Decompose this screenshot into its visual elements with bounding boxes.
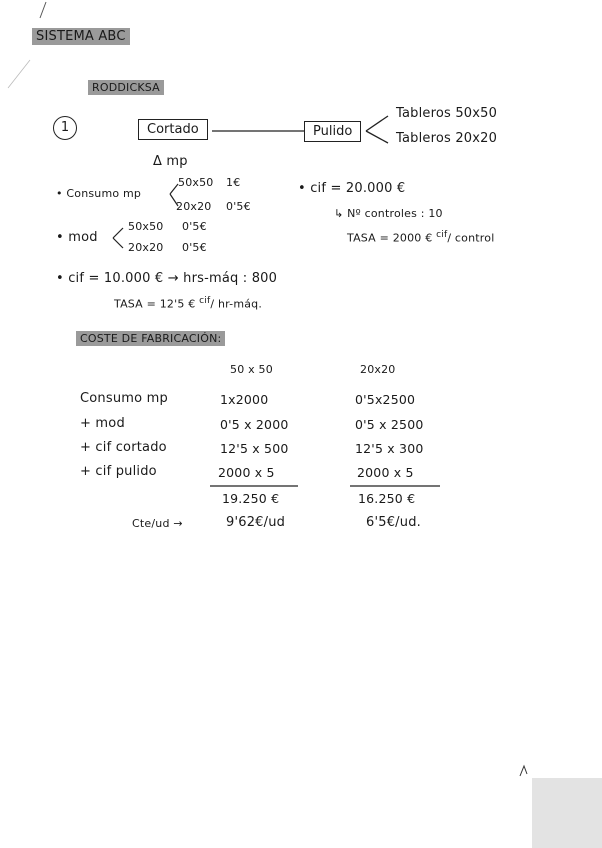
mod-50-value: 0'5€ [182, 220, 207, 233]
unit-cost-20: 6'5€/ud. [366, 515, 421, 530]
mod-50-label: 50x50 [128, 220, 164, 233]
process-box-pulido: Pulido [304, 121, 361, 142]
tasa-pulido-cif: cif [436, 230, 448, 240]
driver-cortado: Δ mp [153, 154, 188, 169]
cif-pulido-line: • cif = 20.000 € [298, 181, 406, 196]
row-consumo-c1: 1x2000 [220, 392, 269, 407]
cost-section-title: COSTE DE FABRICACIÓN: [76, 331, 225, 346]
cif-cortado-line: • cif = 10.000 € → hrs-máq : 800 [56, 271, 278, 286]
tasa-pulido [347, 230, 494, 245]
tasa-pulido-unit: / control [447, 231, 495, 245]
row-cif-cortado-c1: 12'5 x 500 [220, 441, 289, 456]
column-header-20: 20x20 [360, 363, 396, 376]
total-20: 16.250 € [358, 491, 416, 506]
row-label-cif-pulido: + cif pulido [80, 464, 157, 479]
process-box-cortado: Cortado [138, 119, 208, 140]
row-label-consumo: Consumo mp [80, 391, 168, 406]
consumo-mp-label: • Consumo mp [56, 187, 142, 200]
tasa-cortado-value: TASA = 12'5 € [114, 297, 196, 311]
mod-label: • mod [56, 230, 98, 245]
consumo-50-value: 1€ [226, 176, 241, 189]
section-title: SISTEMA ABC [32, 28, 130, 45]
consumo-20-value: 0'5€ [226, 200, 251, 213]
mod-20-value: 0'5€ [182, 241, 207, 254]
row-cif-pulido-c1: 2000 x 5 [218, 465, 275, 480]
mod-20-label: 20x20 [128, 241, 164, 254]
row-cif-pulido-c2: 2000 x 5 [357, 465, 414, 480]
row-label-cif-cortado: + cif cortado [80, 440, 167, 455]
unit-cost-label: Cte/ud → [132, 517, 183, 530]
total-50: 19.250 € [222, 491, 280, 506]
column-header-50: 50 x 50 [230, 363, 273, 376]
controles-line: ↳ Nº controles : 10 [334, 207, 443, 220]
problem-number: 1 [53, 116, 77, 140]
company-label: RODDICKSA [88, 80, 164, 95]
row-consumo-c2: 0'5x2500 [355, 392, 416, 407]
row-cif-cortado-c2: 12'5 x 300 [355, 441, 424, 456]
scan-corner-shadow [532, 778, 602, 848]
output-tableros-20: Tableros 20x20 [396, 131, 498, 146]
row-label-mod: + mod [80, 416, 125, 431]
tasa-pulido-value: TASA = 2000 € [347, 231, 433, 245]
tasa-cortado-unit: / hr-máq. [210, 297, 263, 311]
row-mod-c1: 0'5 x 2000 [220, 417, 289, 432]
tasa-cortado [114, 296, 262, 311]
output-tableros-50: Tableros 50x50 [396, 106, 498, 121]
consumo-50-label: 50x50 [178, 176, 214, 189]
consumo-20-label: 20x20 [176, 200, 212, 213]
row-mod-c2: 0'5 x 2500 [355, 417, 424, 432]
tasa-cortado-cif: cif [199, 296, 211, 306]
unit-cost-50: 9'62€/ud [226, 515, 286, 530]
